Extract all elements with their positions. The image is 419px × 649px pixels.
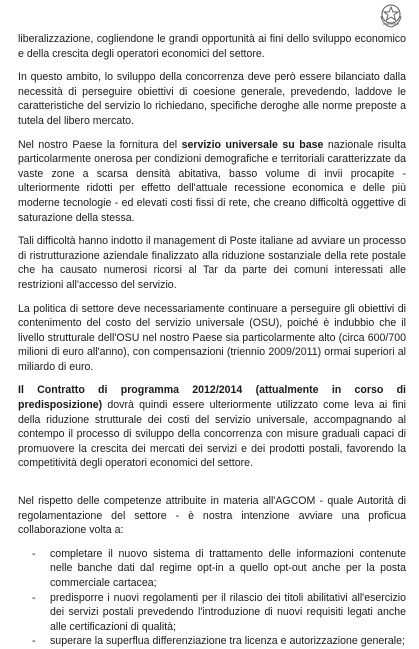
bullet-dash: - bbox=[32, 547, 36, 560]
text-segment: La politica di settore deve necessariamente continuare a perseguire gli obiettivi di contenimento del costo del servizio universale (OSU), poiché è indubbio che il livello strutturale dell'OSU nel nostro Paese sia particolarmente alto (circa 600/700 milioni di euro all'anno), con compensazioni (triennio 2009/2011) ormai superiori al miliardo di euro. bbox=[18, 302, 406, 373]
bullet-item bbox=[18, 634, 406, 649]
italian-republic-emblem-icon bbox=[377, 0, 405, 30]
bold-text: Il Contratto di programma 2012/2014 (attualmente in corso di predisposizione) bbox=[18, 384, 406, 412]
text-segment: Tali difficoltà hanno indotto il management di Poste italiane ad avviare un processo di ristrutturazione aziendale finalizzato alla riduzione sostanziale della rete postale che ha causato numerosi ricorsi al Tar da parte dei comuni interessati alle restrizioni all'accesso del servizio. bbox=[18, 235, 406, 291]
text-segment: In questo ambito, lo sviluppo della concorrenza deve però essere bilanciato dalla necessità di perseguire obiettivi di coesione generale, prevedendo, laddove le caratteristiche del servizio lo richiedano, specifiche deroghe alle norme preposte a tutela del libero mercato. bbox=[18, 71, 406, 127]
paragraph bbox=[18, 302, 406, 375]
section-gap bbox=[18, 480, 406, 494]
text-segment: dovrà quindi essere ulteriormente utilizzato come leva ai fini della riduzione strutturale dei costi del servizio universale, accompagnando al contempo il processo di sviluppo della concorrenza con misure graduali capaci di promuovere la crescita dei mercati dei servizi e dei prodotti postali, favorendo la competitività degli operatori economici del settore. bbox=[18, 399, 406, 470]
document-body bbox=[18, 32, 406, 649]
bullet-text: superare la superflua differenziazione tra licenza e autorizzazione generale; bbox=[50, 635, 405, 648]
bullet-text: completare il nuovo sistema di trattamento delle informazioni contenute nelle banche dati dal regime opt-in a quello opt-out anche per la posta commerciale cartacea; bbox=[50, 547, 406, 589]
bullet-dash: - bbox=[32, 635, 36, 648]
bold-text: servizio universale su base bbox=[181, 138, 324, 151]
paragraph bbox=[18, 70, 406, 128]
paragraph bbox=[18, 234, 406, 292]
paragraph bbox=[18, 138, 406, 226]
text-segment: Nel nostro Paese la fornitura del bbox=[18, 138, 182, 151]
bullet-list bbox=[18, 547, 406, 649]
bullet-item bbox=[18, 591, 406, 635]
paragraph bbox=[18, 383, 406, 471]
text-segment: Nel rispetto delle competenze attribuite in materia all'AGCOM - quale Autorità di regolamentazione del settore - è nostra intenzione avviare una proficua collaborazione volta a: bbox=[18, 495, 406, 537]
bullet-dash: - bbox=[32, 591, 36, 604]
paragraph bbox=[18, 32, 406, 61]
bullet-text: predisporre i nuovi regolamenti per il rilascio dei titoli abilitativi all'esercizio dei servizi postali prevedendo l'introduzione di nuovi requisiti legati anche alle certificazioni di qualità; bbox=[50, 591, 406, 633]
bullet-item bbox=[18, 547, 406, 591]
paragraph-list bbox=[18, 32, 406, 538]
paragraph bbox=[18, 494, 406, 538]
text-segment: nazionale risulta particolarmente onerosa per condizioni demografiche e territoriali caratterizzate da vaste zone a scarsa densità abitativa, basso volume di invii procapite - ulteriormente ridotti per effetto dell'attuale recessione economica e delle più moderne tecnologie - ed elevati costi fissi di rete, che creano difficoltà oggettive di saturazione della stessa. bbox=[18, 138, 406, 224]
text-segment: liberalizzazione, cogliendone le grandi opportunità ai fini dello sviluppo economico e della crescita degli operatori economici del settore. bbox=[18, 33, 406, 60]
